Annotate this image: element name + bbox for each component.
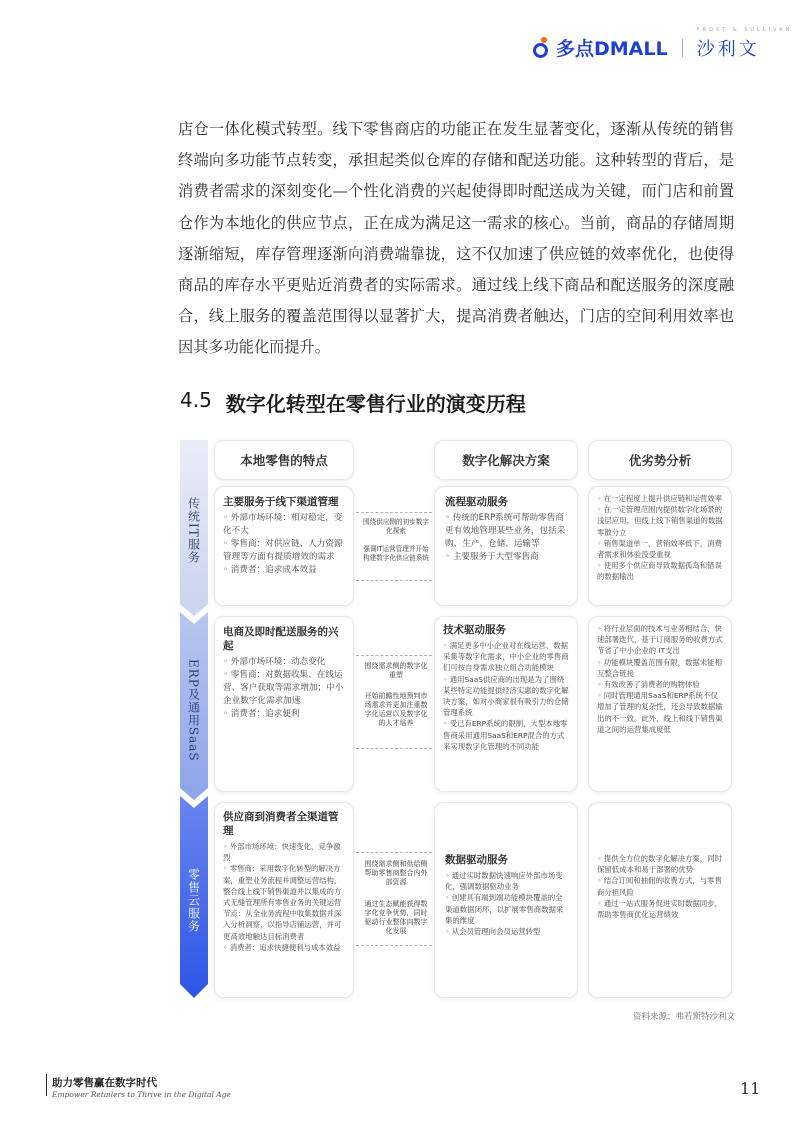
section-heading: 数字化转型在零售行业的演变历程 — [225, 392, 526, 416]
middle-note: 开始前瞻性地预判市场需求并更加注重数字化运营以及数字化的人才培养 — [364, 692, 428, 727]
connector — [356, 655, 432, 656]
section-title — [180, 388, 526, 417]
column-header-analysis: 优劣势分析 — [588, 440, 732, 480]
analysis-card-1: ◦ 在一定程度上提升供应链和运营效率 ◦ 在一定管理范围内提供数字化场景的浅层应用，但线上线下销售渠道的数据零散分立 ◦ 销售渠道单一，营销效率低下，消费者需求和体验没受重视 ◦ 使用多个供应商导致数据孤岛和错误的数据输出 — [588, 486, 732, 606]
connector — [356, 945, 432, 946]
solution-card-3: 数据驱动服务 ◦ 通过实时数据快速响应外部市场变化，强调数据驱动业务 ◦ 创建具有端到端功能模块覆盖的全渠道数据闭环，以扩展零售商数据采集的维度 ◦ 从会员管理向会员运营转型 — [434, 802, 578, 998]
source-note: 资料来源：弗若斯特沙利文 — [632, 1012, 735, 1022]
lane-label-erp-saas: ERP及通用SaaS — [186, 658, 201, 762]
middle-note: 围绕需求侧和供给侧帮助零售商整合内外部资源 — [364, 860, 428, 886]
middle-note: 围绕需求侧的数字化重塑 — [364, 662, 428, 679]
section-number: 4.5 — [180, 388, 212, 412]
body-paragraph: 店仓一体化模式转型。线下零售商店的功能正在发生显著变化，逐渐从传统的销售终端向多功能节点转变，承担起类似仓库的存储和配送功能。这种转型的背后，是消费者需求的深刻变化—个性化消费的兴起使得即时配送成为关键，而门店和前置仓作为本地化的供应节点，正在成为满足这一需求的核心。当前，商品的存储周期逐渐缩短，库存管理逐渐向消费端靠拢，这不仅加速了供应链的效率优化，也使得商品的库存水平更贴近消费者的实际需求。通过线上线下商品和配送服务的深度融合，线上服务的覆盖范围得以显著扩大，提高消费者触达，门店的空间利用效率也因其多功能化而提升。 — [178, 120, 734, 357]
middle-note: 通过生态赋能获得数字化竞争优势，同时驱动行业整体向数字化发展 — [364, 900, 428, 935]
analysis-card-3: ◦ 提供全方位的数字化解决方案，同时保留低成本和易于部署的优势 ◦ 结合订阅和抽佣的收费方式，与零售商分担风险 ◦ 通过一站式服务促进实时数据同步，帮助零售商优化运营绩效 — [588, 802, 732, 998]
feature-card-3: 供应商到消费者全渠道管理 ◦ 外部市场环境：快速变化，竞争激烈 ◦ 零售商：采用数字化转型的解决方案，重塑业务流程并调整运营结构，整合线上线下销售渠道并以集成的方式无缝管理所有零售业务的关键运营节点：从全业务流程中收集数据并深入分析洞察，以指导店铺运营，并可更高效地触达目标消费者 ◦ 消费者：追求快捷便利与成本效益 — [214, 802, 354, 998]
middle-note: 围绕供应侧的初步数字化探索 — [363, 518, 429, 535]
page-number: 11 — [740, 1079, 761, 1098]
dmall-brand: 多点DMALL — [556, 38, 668, 60]
lane-label-traditional-it: 传统IT服务 — [186, 496, 201, 564]
lane-label-retail-cloud: 零售云服务 — [186, 867, 201, 933]
footer-title: 助力零售赢在数字时代 — [52, 1077, 157, 1089]
middle-note: 强调IT运营管理并开始构建数字化供应链系统 — [363, 545, 429, 562]
solution-card-2: 技术驱动服务 ◦ 满足更多中小企业对在线运营、数据采集等数字化需求，中小企业的零售商们可按自身需求独立组合功能模块 ◦ 通用SaaS供应商的出现是为了围绕某些特定功能提供经济实惠的数字化解决方案，如对小商家很有吸引力的仓储管理系统 ◦ 受已有ERP系统的限制，大型本地零售商采用通用SaaS和ERP混合的方式来实现数字化管理的不同功能 — [434, 616, 578, 792]
dmall-logo-icon — [532, 37, 550, 59]
connector — [356, 748, 432, 749]
connector — [356, 852, 432, 853]
column-header-features: 本地零售的特点 — [214, 440, 354, 480]
partner-logo: FROST & SULLIVAN 沙利文 — [696, 26, 793, 60]
logo-divider — [682, 39, 683, 57]
feature-card-2: 电商及即时配送服务的兴起 ◦ 外部市场环境：动态变化 ◦ 零售商：对数据收集、在线运营、客户获取等需求增加；中小企业数字化需求加速 ◦ 消费者：追求便利 — [214, 616, 354, 792]
header-logo — [532, 26, 793, 61]
footer-subtitle: Empower Retailers to Thrive in the Digital Age — [52, 1090, 231, 1099]
solution-card-1: 流程驱动服务 ◦ 传统的ERP系统可帮助零售商更有效地管理某些业务，包括采购、生产、仓储、运输等 ◦ 主要服务于大型零售商 — [434, 486, 578, 606]
feature-card-1: 主要服务于线下渠道管理 ◦ 外部市场环境：相对稳定，变化不大 ◦ 零售商：对供应链、人力资源管理等方面有提质增效的需求 ◦ 消费者：追求成本效益 — [214, 486, 354, 606]
connector — [356, 512, 432, 513]
column-header-solutions: 数字化解决方案 — [434, 440, 578, 480]
footer-rule — [46, 1074, 47, 1096]
analysis-card-2: ◦ 将行业层面的技术与业务相结合，快速部署迭代，基于订阅服务的收费方式节省了中小企业的 IT支出 ◦ 功能模块覆盖范围有限，数据未能相互整合链接 ◦ 有效改善了消费者的购物体验 ◦ 同时管理通用SaaS和ERP系统不仅增加了管理的复杂性，还会导致数据输出的不一致。此外，线上和线下销售渠道之间的运营集成度低 — [588, 616, 732, 792]
evolution-diagram — [180, 440, 740, 1000]
connector — [356, 580, 432, 581]
